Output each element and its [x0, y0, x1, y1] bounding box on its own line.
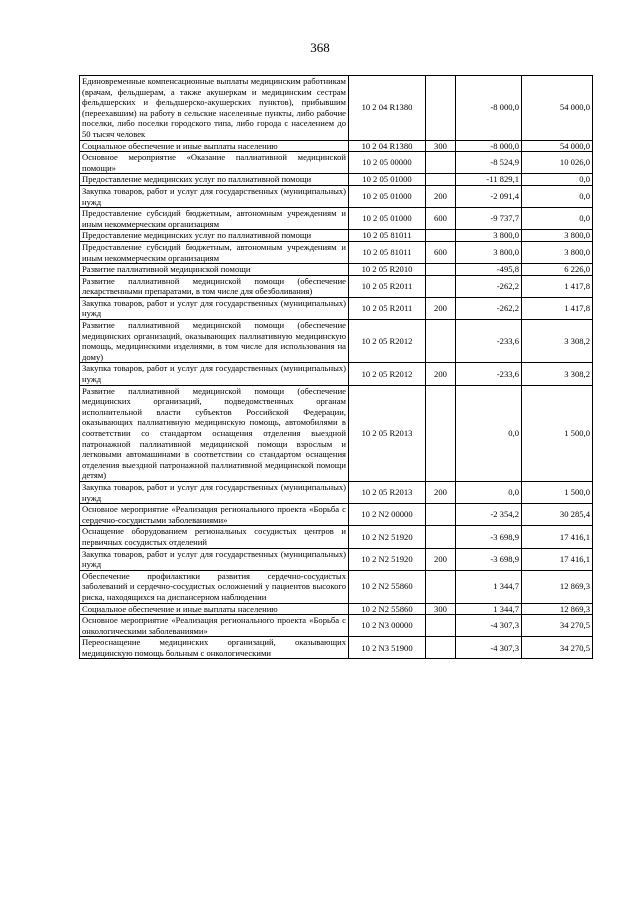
row-change-amount-cell: -8 000,0 [456, 140, 522, 152]
row-expense-type-cell [426, 152, 456, 174]
row-expense-type-cell: 200 [426, 297, 456, 319]
row-expense-type-cell: 300 [426, 140, 456, 152]
row-name-cell: Развитие паллиативной медицинской помощи [80, 264, 349, 276]
row-expense-type-cell [426, 504, 456, 526]
row-code-cell: 10 2 05 R2010 [349, 264, 426, 276]
row-expense-type-cell [426, 264, 456, 276]
table-row [80, 363, 593, 385]
row-code-cell: 10 2 05 R2013 [349, 481, 426, 503]
table-row [80, 275, 593, 297]
row-total-amount-cell: 0,0 [522, 185, 593, 207]
row-code-cell: 10 2 05 00000 [349, 152, 426, 174]
row-expense-type-cell: 200 [426, 185, 456, 207]
row-expense-type-cell [426, 385, 456, 481]
row-code-cell: 10 2 N3 00000 [349, 615, 426, 637]
row-change-amount-cell: -262,2 [456, 297, 522, 319]
row-total-amount-cell: 17 416,1 [522, 548, 593, 570]
row-change-amount-cell: 3 800,0 [456, 230, 522, 242]
page-number: 368 [310, 40, 330, 55]
row-name-cell: Основное мероприятие «Реализация регионального проекта «Борьба с онкологическими заболеваниями» [80, 615, 349, 637]
row-code-cell: 10 2 05 R2011 [349, 297, 426, 319]
row-name-cell: Закупка товаров, работ и услуг для государственных (муниципальных) нужд [80, 548, 349, 570]
row-change-amount-cell: 0,0 [456, 481, 522, 503]
row-name-cell: Предоставление субсидий бюджетным, автономным учреждениям и иным некоммерческим организациям [80, 208, 349, 230]
row-change-amount-cell: -9 737,7 [456, 208, 522, 230]
row-code-cell: 10 2 05 R2012 [349, 363, 426, 385]
row-name-cell: Социальное обеспечение и иные выплаты населению [80, 603, 349, 615]
row-name-cell: Оснащение оборудованием региональных сосудистых центров и первичных сосудистых отделений [80, 526, 349, 548]
row-code-cell: 10 2 05 R2011 [349, 275, 426, 297]
table-row [80, 637, 593, 659]
table-row [80, 140, 593, 152]
row-total-amount-cell: 3 308,2 [522, 363, 593, 385]
row-name-cell: Закупка товаров, работ и услуг для государственных (муниципальных) нужд [80, 481, 349, 503]
row-name-cell: Развитие паллиативной медицинской помощи (обеспечение медицинских организаций, оказывающих паллиативную медицинскую помощь, медицинскими изделиями, в том числе для использования на дому) [80, 320, 349, 363]
row-total-amount-cell: 1 500,0 [522, 481, 593, 503]
table-row [80, 174, 593, 186]
row-expense-type-cell [426, 320, 456, 363]
row-name-cell: Социальное обеспечение и иные выплаты населению [80, 140, 349, 152]
row-expense-type-cell: 200 [426, 481, 456, 503]
row-total-amount-cell: 12 869,3 [522, 603, 593, 615]
row-expense-type-cell [426, 526, 456, 548]
row-total-amount-cell: 34 270,5 [522, 615, 593, 637]
row-change-amount-cell: -2 354,2 [456, 504, 522, 526]
row-total-amount-cell: 3 800,0 [522, 241, 593, 263]
budget-table [79, 75, 593, 659]
row-name-cell: Единовременные компенсационные выплаты медицинским работникам (врачам, фельдшерам, а также акушеркам и медицинским сестрам фельдшерских и фельдшерско-акушерских пунктов), прибывшим (переехавшим) на работу в сельские населенные пункты, либо рабочие поселки, либо поселки городского типа, либо города с населением до 50 тысяч человек [80, 76, 349, 141]
row-code-cell: 10 2 05 01000 [349, 174, 426, 186]
row-change-amount-cell: -4 307,3 [456, 637, 522, 659]
row-expense-type-cell [426, 275, 456, 297]
table-row [80, 385, 593, 481]
row-name-cell: Основное мероприятие «Реализация регионального проекта «Борьба с сердечно-сосудистыми заболеваниями» [80, 504, 349, 526]
table-row [80, 230, 593, 242]
row-total-amount-cell: 34 270,5 [522, 637, 593, 659]
row-change-amount-cell: -233,6 [456, 320, 522, 363]
table-row [80, 481, 593, 503]
row-expense-type-cell [426, 637, 456, 659]
row-name-cell: Закупка товаров, работ и услуг для государственных (муниципальных) нужд [80, 185, 349, 207]
row-expense-type-cell [426, 570, 456, 603]
row-code-cell: 10 2 05 81011 [349, 230, 426, 242]
row-code-cell: 10 2 N2 51920 [349, 526, 426, 548]
budget-table-body [80, 76, 593, 659]
row-change-amount-cell: -3 698,9 [456, 526, 522, 548]
row-change-amount-cell: 1 344,7 [456, 603, 522, 615]
table-row [80, 76, 593, 141]
row-total-amount-cell: 6 226,0 [522, 264, 593, 276]
row-change-amount-cell: -233,6 [456, 363, 522, 385]
row-code-cell: 10 2 N2 55860 [349, 603, 426, 615]
table-row [80, 152, 593, 174]
row-change-amount-cell: -262,2 [456, 275, 522, 297]
row-change-amount-cell: 3 800,0 [456, 241, 522, 263]
row-code-cell: 10 2 05 01000 [349, 208, 426, 230]
row-change-amount-cell: 0,0 [456, 385, 522, 481]
row-code-cell: 10 2 05 R2012 [349, 320, 426, 363]
row-code-cell: 10 2 N2 00000 [349, 504, 426, 526]
row-total-amount-cell: 12 869,3 [522, 570, 593, 603]
row-name-cell: Закупка товаров, работ и услуг для государственных (муниципальных) нужд [80, 363, 349, 385]
row-total-amount-cell: 30 285,4 [522, 504, 593, 526]
row-total-amount-cell: 10 026,0 [522, 152, 593, 174]
row-expense-type-cell: 200 [426, 548, 456, 570]
table-row [80, 208, 593, 230]
row-change-amount-cell: 1 344,7 [456, 570, 522, 603]
table-row [80, 570, 593, 603]
table-row [80, 264, 593, 276]
row-name-cell: Развитие паллиативной медицинской помощи (обеспечение медицинских организаций, подведомственных органам исполнительной власти субъектов Российской Федерации, оказывающих паллиативную медицинскую помощь, автомобилями в соответствии со стандартом оснащения отделения выездной патронажной паллиативной медицинской помощи взрослым и легковыми автомашинами в соответствии со стандартом оснащения отделения выездной патронажной паллиативной медицинской помощи детям) [80, 385, 349, 481]
row-total-amount-cell: 54 000,0 [522, 140, 593, 152]
table-row [80, 320, 593, 363]
table-row [80, 241, 593, 263]
table-row [80, 615, 593, 637]
table-row [80, 548, 593, 570]
row-total-amount-cell: 0,0 [522, 208, 593, 230]
row-total-amount-cell: 1 500,0 [522, 385, 593, 481]
row-change-amount-cell: -2 091,4 [456, 185, 522, 207]
row-total-amount-cell: 1 417,8 [522, 275, 593, 297]
row-total-amount-cell: 3 800,0 [522, 230, 593, 242]
row-change-amount-cell: -3 698,9 [456, 548, 522, 570]
row-expense-type-cell: 600 [426, 208, 456, 230]
row-code-cell: 10 2 N3 51900 [349, 637, 426, 659]
row-total-amount-cell: 3 308,2 [522, 320, 593, 363]
table-row [80, 603, 593, 615]
row-name-cell: Основное мероприятие «Оказание паллиативной медицинской помощи» [80, 152, 349, 174]
row-expense-type-cell: 300 [426, 603, 456, 615]
row-expense-type-cell [426, 174, 456, 186]
row-name-cell: Предоставление медицинских услуг по паллиативной помощи [80, 174, 349, 186]
row-expense-type-cell [426, 230, 456, 242]
row-code-cell: 10 2 05 81011 [349, 241, 426, 263]
row-total-amount-cell: 54 000,0 [522, 76, 593, 141]
row-name-cell: Обеспечение профилактики развития сердечно-сосудистых заболеваний и сердечно-сосудистых осложнений у пациентов высокого риска, находящихся на диспансерном наблюдении [80, 570, 349, 603]
row-code-cell: 10 2 N2 55860 [349, 570, 426, 603]
row-name-cell: Предоставление субсидий бюджетным, автономным учреждениям и иным некоммерческим организациям [80, 241, 349, 263]
row-total-amount-cell: 0,0 [522, 174, 593, 186]
table-row [80, 297, 593, 319]
table-row [80, 185, 593, 207]
row-change-amount-cell: -495,8 [456, 264, 522, 276]
row-expense-type-cell: 200 [426, 363, 456, 385]
row-name-cell: Переоснащение медицинских организаций, оказывающих медицинскую помощь больным с онкологическими [80, 637, 349, 659]
row-expense-type-cell [426, 76, 456, 141]
row-total-amount-cell: 1 417,8 [522, 297, 593, 319]
row-total-amount-cell: 17 416,1 [522, 526, 593, 548]
row-name-cell: Развитие паллиативной медицинской помощи (обеспечение лекарственными препаратами, в том числе для обезболивания) [80, 275, 349, 297]
row-change-amount-cell: -8 000,0 [456, 76, 522, 141]
row-change-amount-cell: -4 307,3 [456, 615, 522, 637]
row-expense-type-cell [426, 615, 456, 637]
row-change-amount-cell: -11 829,1 [456, 174, 522, 186]
row-expense-type-cell: 600 [426, 241, 456, 263]
row-code-cell: 10 2 04 R1380 [349, 76, 426, 141]
row-code-cell: 10 2 N2 51920 [349, 548, 426, 570]
row-code-cell: 10 2 05 R2013 [349, 385, 426, 481]
row-code-cell: 10 2 05 01000 [349, 185, 426, 207]
row-code-cell: 10 2 04 R1380 [349, 140, 426, 152]
table-row [80, 526, 593, 548]
row-change-amount-cell: -8 524,9 [456, 152, 522, 174]
row-name-cell: Закупка товаров, работ и услуг для государственных (муниципальных) нужд [80, 297, 349, 319]
table-row [80, 504, 593, 526]
row-name-cell: Предоставление медицинских услуг по паллиативной помощи [80, 230, 349, 242]
